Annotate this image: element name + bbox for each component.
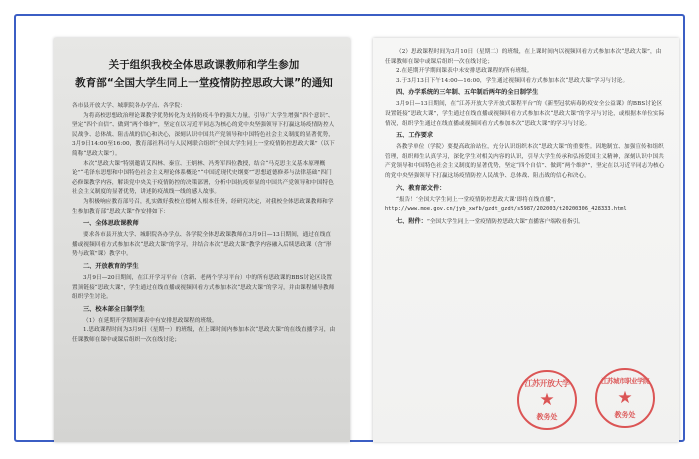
section-6-heading: 六、教育部文件： xyxy=(396,184,446,192)
section-3-item-1-intro: （1）在延期开学期间课表中有安排思政课程的班级。 xyxy=(83,317,218,324)
section-1-body: 要求各市县开放大学、城职院各办学点、各学院全体思政课教师在3月9日—13日期间，通过在线直播或视频回看方式参加本次“思政大课”的学习，并结合本次“思政大课”教学内容融入后续思政课（含“形势与政策”课）教学中。 xyxy=(72,232,332,258)
section-3-heading: 三、校本部全日制学生 xyxy=(83,305,145,313)
notice-page-right xyxy=(373,38,679,442)
moe-link-url-part-b[interactable]: 3.html xyxy=(607,206,627,213)
moe-link-label: “报告！‘全国大学生同上一堂疫情防控思政大课’即将在线直播”， xyxy=(396,196,560,203)
section-2-heading: 二、开放教育的学生 xyxy=(83,262,139,270)
section-3-item-2: （2）思政课程时间为3月10日（星期二）的班级，在上课时间内以视频回看方式参加本次“思政大课”，由任课教师在课中或课后组织一次在线讨论； xyxy=(385,49,662,65)
intro-paragraph-1: 为将高校思想政治理论课教学优势转化为支持防疫斗争的强大力量，引导广大学生增强“四个意识”、坚定“四个自信”、做到“两个维护”，坚定在以习近平同志为核心的党中央坚强领导下打赢这场疫情防控人民战争、总体战、阻击战的信心和决心，深刻认识中国共产党领导和中国特色社会主义制度的显著优势，3月9日14:00至16:00，教育部社科司与人民网联合组织“全国大学生同上一堂疫情防控思政大课”（以下简称“思政大课”）。 xyxy=(72,112,335,157)
section-5-body: 各教学单位（学院）要提高政治站位，充分认识组织本次“思政大课”的重要性。因地制宜、加强宣传和组织管理，组织师生认真学习，深化学生对相关内容的认识，引导大学生传承和弘扬爱国主义精神，深刻认识中国共产党领导和中国特色社会主义制度的显著优势，坚定“四个自信”、做到“两个维护”，坚定在以习近平同志为核心的党中央坚强领导下打赢这场疫情防控人民战争、总体战、阻击战的信心和决心。 xyxy=(385,144,665,179)
attachment-heading: 七、附件： xyxy=(396,217,427,225)
section-1-heading: 一、全体思政课教师 xyxy=(83,220,139,228)
stamp-2-department: 教务处 xyxy=(614,411,636,419)
notice-title-line2: 教育部“全国大学生同上一堂疫情防控思政大课”的通知 xyxy=(75,77,333,89)
document-frame xyxy=(14,14,685,442)
moe-link-url[interactable] xyxy=(385,205,667,215)
notice-page-left xyxy=(54,38,350,442)
stamp-1-institution: 江苏开放大学 xyxy=(524,379,570,388)
intro-paragraph-2: 本次“思政大课”特别邀请艾四林、秦宣、王炳林、冯秀军四位教授，结合“马克思主义基本原理概论”“毛泽东思想和中国特色社会主义理论体系概论”“中国近现代史纲要”“思想道德修养与法律基础”四门必修课教学内容，解读党中央关于疫情防控的决策部署，分析中国抗疫彰显的中国共产党领导和中国特色社会主义制度的显著优势，讲述防疫战线一线的感人故事。 xyxy=(72,160,334,196)
stamp-1-department: 教务处 xyxy=(536,413,558,421)
intro-paragraph-3: 为积极响应教育部号召，扎实做好我校立德树人根本任务，经研究决定，对我校全体思政课教师和学生参加教育部“思政大课”作安排如下： xyxy=(72,198,334,215)
moe-link-url-part-a[interactable]: http://www.moe.gov.cn/jyb_xwfb/gzdt_gzdt/s5987/202003/t20200306_42833 xyxy=(385,206,608,213)
stamp-open-university xyxy=(517,370,577,430)
notice-title-line1: 关于组织我校全体思政课教师和学生参加 xyxy=(108,59,300,71)
attachment-body: “全国大学生同上一堂疫情防控思政大课”直播客户端收看指引。 xyxy=(426,218,584,225)
stamp-city-vocational-college xyxy=(595,368,655,428)
section-5-heading: 五、工作要求 xyxy=(396,132,434,140)
salutation: 各市县开放大学、城职院各办学点、各学院： xyxy=(72,103,186,109)
section-7-heading xyxy=(385,217,667,227)
section-4-heading: 四、办学系统的三年制、五年制后两年的全日制学生 xyxy=(396,89,539,97)
section-2-body: 3月9日—20日期间，在江开学习平台（含新、老两个学习平台）中的所有思政课的BBS讨论区设置置顶链接“思政大课”，学生通过在线直播或视频回看方式参加本次“思政大课”的学习，并由课程辅导教师组织学生讨论。 xyxy=(72,274,335,301)
section-3-item-3: 2.在延期开学期间课表中未安排思政课程的所有班级。 xyxy=(396,68,533,75)
section-3-item-4: 3.于3月13日下午14:00—16:00，学生通过视频回看方式参加本次“思政大课”学习与讨论。 xyxy=(396,77,629,84)
section-4-body: 3月9日—13日期间，在“江苏开放大学开放式课程平台”的《新型冠状病毒防疫安全公益课》的BBS讨论区设置链接“思政大课”，学生通过在线直播或视频回看方式参加本次“思政大课”的学习与讨论，或根据本单位实际情况，组织学生通过在线直播或视频回看方式参加本次“思政大课”的学习与讨论。 xyxy=(385,101,665,127)
stamp-2-institution: 江苏城市职业学院 xyxy=(601,377,649,385)
stamp-1-star-icon: ★ xyxy=(539,390,555,410)
section-3-item-1-sub: 1.思政课程时间为3月9日（星期一）的班级，在上课时间内参加本次“思政大课”的在线直播学习，由任课教师在课中或课后组织一次在线讨论； xyxy=(72,327,336,343)
stamp-2-star-icon: ★ xyxy=(617,388,633,408)
